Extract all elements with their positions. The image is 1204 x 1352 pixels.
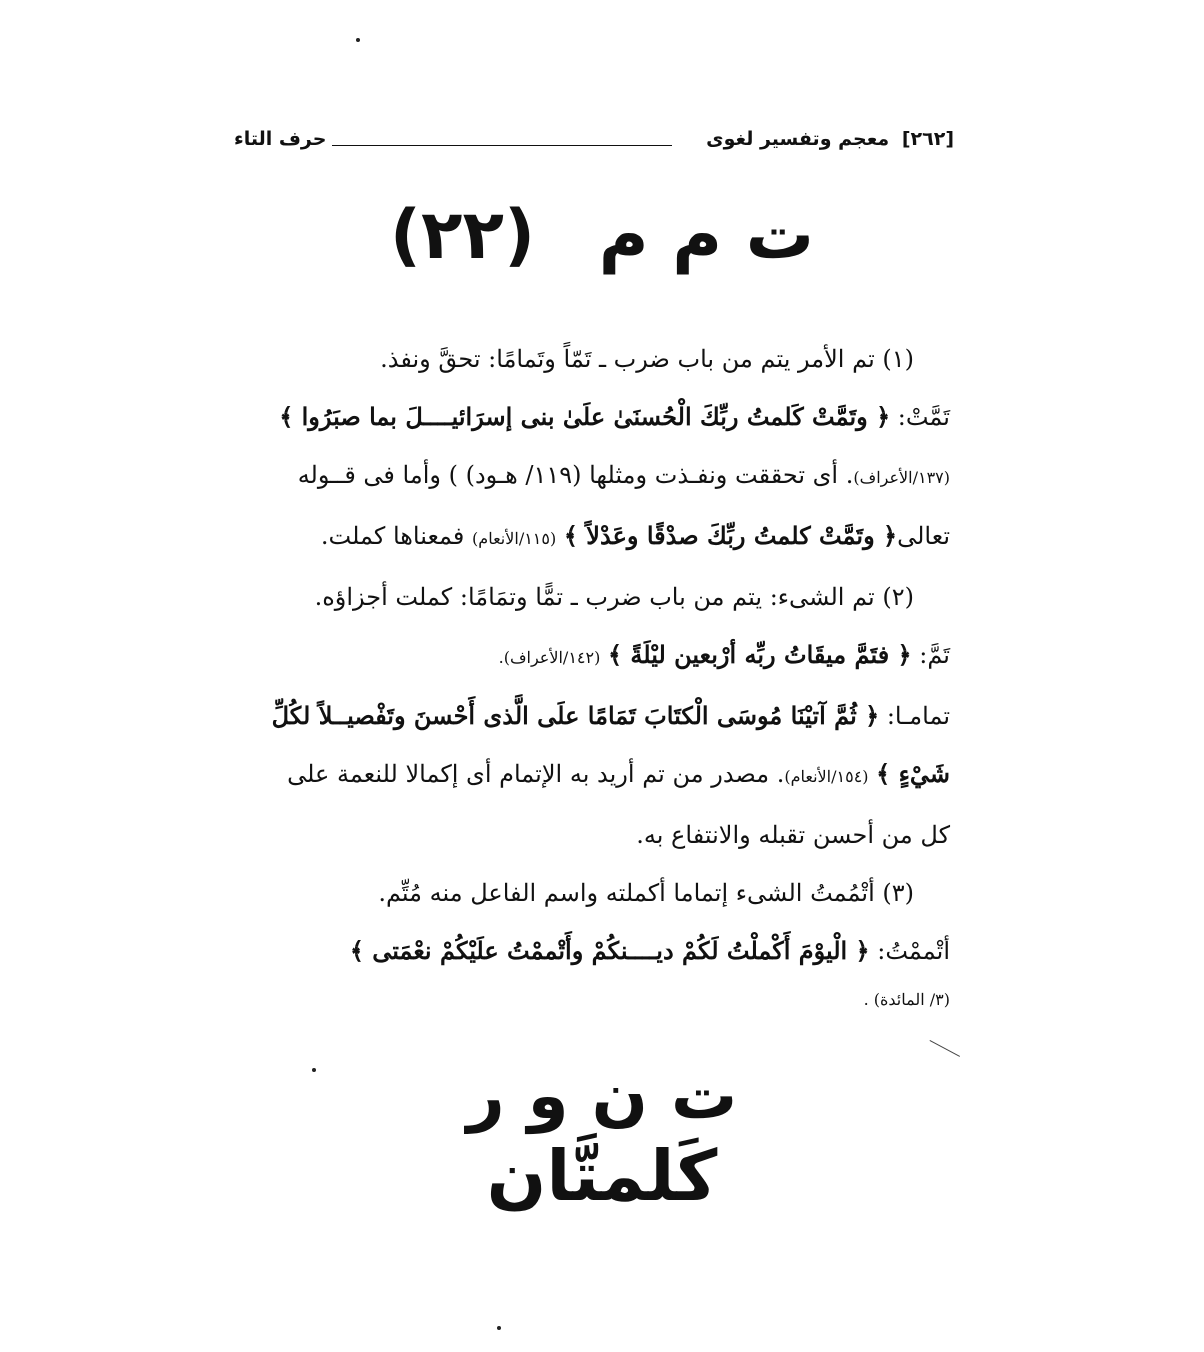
page-number: [٢٦٢] [901, 128, 954, 150]
word-label: أتْممْتُ: [877, 937, 950, 965]
scan-speck [497, 1326, 501, 1330]
paragraph-2-line-1: (٢) تم الشىء: يتم من باب ضرب ـ تمًّا وتمَامًا: كملت أجزاؤه. [314, 583, 914, 611]
verse-reference: (١٤٢/الأعراف). [498, 648, 601, 667]
paragraph-2-line-3 [230, 687, 950, 745]
entry-number: (٢٢) [389, 196, 536, 275]
verse-reference: (١٣٧/الأعراف) [853, 468, 950, 487]
next-entry-root: ت ن و ر [466, 1057, 738, 1134]
quran-quote: ﴿ ثُمَّ آتيْنَا مُوسَى الْكتَابَ تَمَامًا علَى الَّذى أَحْسنَ وتَفْصيــلاً لكُلِّ [271, 701, 880, 730]
entry-heading [300, 186, 904, 286]
quran-quote: ﴿ الْيوْمَ أَكْملْتُ لَكُمْ ديــــنكُمْ وأَتْممْتُ علَيْكُمْ نعْمَتى ﴾ [349, 936, 870, 965]
scan-scratch [930, 1040, 960, 1057]
header-rule [332, 145, 672, 146]
scan-speck [312, 1068, 316, 1072]
running-header [234, 128, 954, 162]
quran-quote: ﴿ فتَمَّ ميقَاتُ ربِّه أرْبعين ليْلَةً ﴾ [607, 640, 912, 669]
section-title: حرف التاء [234, 128, 327, 150]
word-label: تَمَّ: [919, 641, 950, 669]
entry-body [230, 330, 950, 1020]
paragraph-1-line-3 [230, 446, 950, 507]
paragraph-3-line-1: (٣) أتْمُمتُ الشىء إتماما أكملته واسم الفاعل منه مُتِّم. [378, 879, 914, 907]
paragraph-3-line-2 [230, 922, 950, 980]
quran-quote: ﴿ وتَمَّتْ كلمتُ ربِّكَ صدْقًا وعَدْلاً ﴾ [563, 521, 898, 550]
paragraph-text: تعالى [897, 522, 950, 550]
verse-reference: (٣/ المائدة) . [863, 990, 950, 1009]
header-book-title [706, 128, 954, 150]
paragraph-text: . أى تحققت ونفـذت ومثلها (١١٩/ هـود) ) وأما فى قــوله [297, 461, 854, 489]
entry-root: ت م م [598, 196, 815, 275]
verse-reference: (١٥٤/الأنعام) [784, 767, 869, 786]
book-title: معجم وتفسير لغوى [706, 128, 890, 150]
paragraph-text: فمعناها كملت. [320, 522, 465, 550]
next-entry-subtitle: كَلمتَّان [486, 1135, 718, 1217]
paragraph-1-line-4 [230, 507, 950, 568]
paragraph-3-line-3 [230, 980, 950, 1020]
scan-speck [356, 38, 360, 42]
paragraph-2-line-2 [230, 626, 950, 687]
word-label: تمامـا: [886, 702, 950, 730]
paragraph-2-line-4 [230, 745, 950, 806]
paragraph-1-line-2 [230, 388, 950, 446]
word-label: تَمَّتْ: [897, 403, 950, 431]
quran-quote: ﴿ وتَمَّتْ كَلمتُ ربِّكَ الْحُسنَىٰ علَىٰ بنى إسرَائيــــلَ بما صبَرُوا ﴾ [279, 402, 891, 431]
paragraph-1-line-1: (١) تم الأمر يتم من باب ضرب ـ تَمّاً وتَمامًا: تحقَّ ونفذ. [380, 345, 914, 373]
paragraph-2-line-5: كل من أحسن تقبله والانتفاع به. [636, 821, 950, 849]
paragraph-text: . مصدر من تم أريد به الإتمام أى إكمالا للنعمة على [287, 760, 785, 788]
quran-quote: شَيْءٍ ﴾ [876, 759, 950, 788]
verse-reference: (١١٥/الأنعام) [472, 529, 557, 548]
